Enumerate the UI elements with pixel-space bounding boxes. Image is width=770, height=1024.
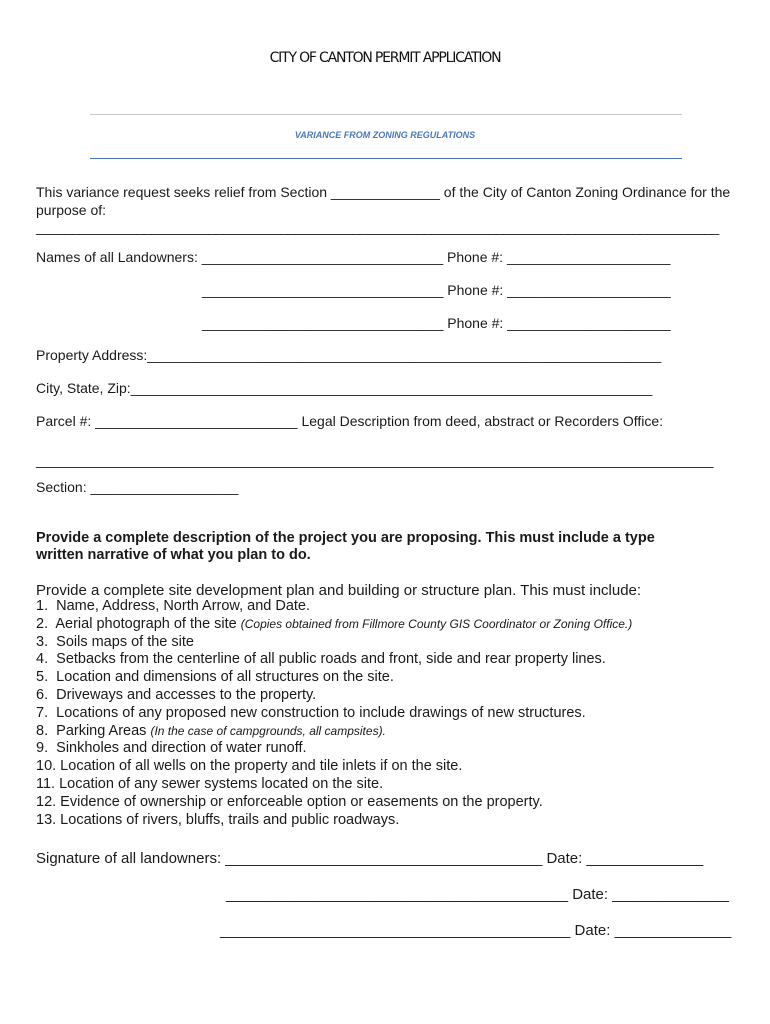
purpose-blank-line: _______________________________________________________________________________________________ <box>36 219 719 235</box>
project-description-line-2: written narrative of what you plan to do. <box>36 547 311 563</box>
list-item: 3. Soils maps of the site <box>36 633 194 650</box>
landowner-row-1: Names of all Landowners: _______________________________ Phone #: _____________________ <box>36 249 671 265</box>
subtitle-divider <box>90 158 682 159</box>
list-item: 4. Setbacks from the centerline of all public roads and front, side and rear property lines. <box>36 651 606 668</box>
list-item-note: (In the case of campgrounds, all campsites). <box>150 723 386 738</box>
property-address-line: Property Address:__________________________________________________________________ <box>36 347 662 363</box>
project-description-line-1: Provide a complete description of the project you are proposing. This must include a type <box>36 530 655 546</box>
parcel-line: Parcel #: __________________________ Legal Description from deed, abstract or Recorders Office: <box>36 413 664 429</box>
landowner-row-3: _______________________________ Phone #: _____________________ <box>202 315 671 331</box>
list-item: 8. Parking Areas (In the case of campgrounds, all campsites). <box>36 722 386 739</box>
signature-row-1: Signature of all landowners: ______________________________________ Date: ______________ <box>36 850 704 867</box>
list-item-note: (Copies obtained from Fillmore County GIS Coordinator or Zoning Office.) <box>240 616 633 631</box>
intro-line-2: purpose of: <box>36 202 107 218</box>
site-plan-intro: Provide a complete site development plan and building or structure plan. This must include: <box>36 582 642 599</box>
list-item: 13. Locations of rivers, bluffs, trails and public roadways. <box>36 811 400 828</box>
list-item: 6. Driveways and accesses to the property. <box>36 686 317 703</box>
intro-line-1: This variance request seeks relief from Section ______________ of the City of Canton Zoning Ordinance for the <box>36 184 731 200</box>
signature-row-2: _________________________________________ Date: ______________ <box>226 886 730 903</box>
list-item: 11. Location of any sewer systems located on the site. <box>36 775 384 792</box>
site-plan-requirements-list <box>36 598 632 829</box>
section-line: Section: ___________________ <box>36 479 239 495</box>
page-subtitle: VARIANCE FROM ZONING REGULATIONS <box>294 130 476 140</box>
city-state-zip-line: City, State, Zip:___________________________________________________________________ <box>36 380 653 396</box>
title-divider <box>90 114 682 115</box>
signature-row-3: __________________________________________ Date: ______________ <box>220 922 732 939</box>
list-item: 7. Locations of any proposed new construction to include drawings of new structures. <box>36 704 586 721</box>
landowner-row-2: _______________________________ Phone #: _____________________ <box>202 282 671 298</box>
legal-description-blank-line: _______________________________________________________________________________________ <box>36 452 714 468</box>
list-item: 2. Aerial photograph of the site (Copies obtained from Fillmore County GIS Coordinator or Zoning Office.) <box>36 615 633 632</box>
list-item: 1. Name, Address, North Arrow, and Date. <box>36 598 311 614</box>
list-item: 9. Sinkholes and direction of water runoff. <box>36 740 307 757</box>
page-title: CITY OF CANTON PERMIT APPLICATION <box>269 50 501 66</box>
list-item: 5. Location and dimensions of all structures on the site. <box>36 669 394 686</box>
list-item: 12. Evidence of ownership or enforceable option or easements on the property. <box>36 793 543 810</box>
list-item: 10. Location of all wells on the property and tile inlets if on the site. <box>36 758 463 775</box>
